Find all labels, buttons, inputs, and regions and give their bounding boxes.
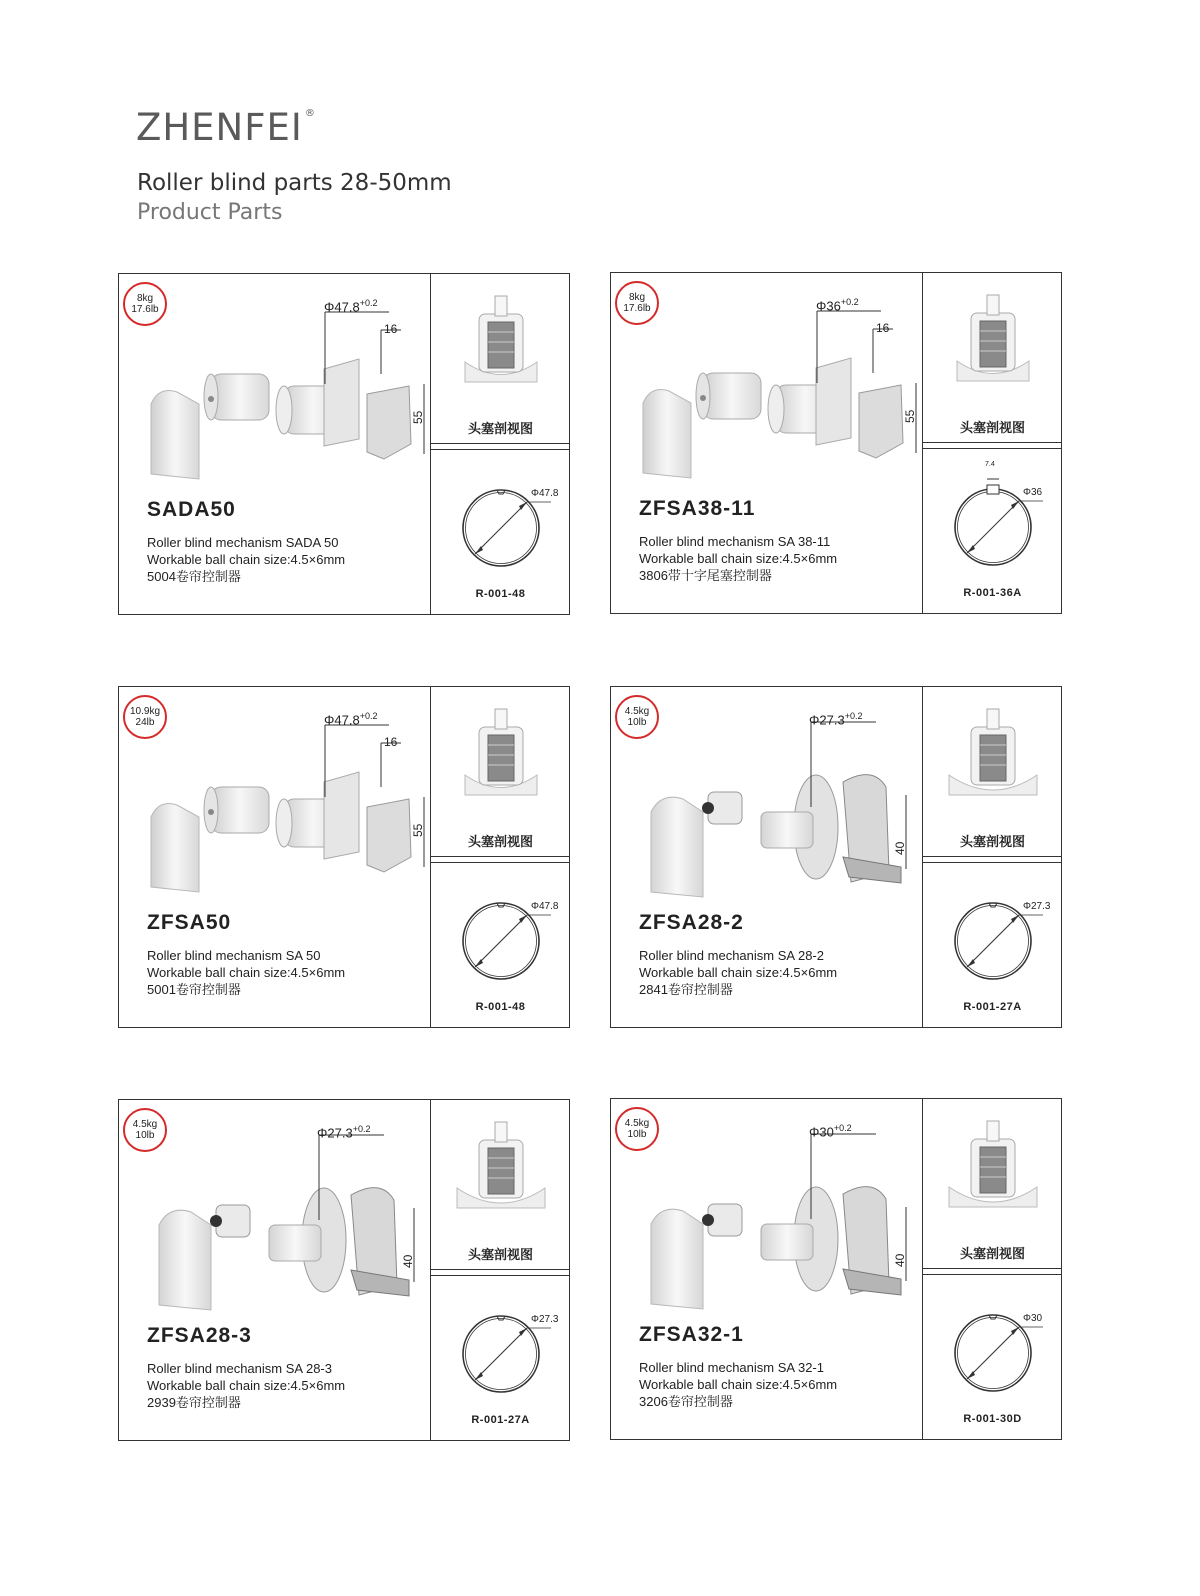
height-dimension: 40 bbox=[893, 1253, 907, 1267]
tube-code: R-001-30D bbox=[963, 1413, 1022, 1425]
diameter-value: Φ27.3 bbox=[317, 1125, 353, 1141]
tube-diameter-label: Φ27.3 bbox=[1023, 901, 1051, 912]
model-number: ZFSA28-3 bbox=[147, 1324, 252, 1347]
load-kg: 8kg bbox=[136, 293, 154, 304]
tube-diameter-label: Φ36 bbox=[1023, 487, 1043, 498]
model-number: ZFSA28-2 bbox=[639, 911, 744, 934]
chinese-name-line: 5001卷帘控制器 bbox=[147, 982, 241, 997]
description-line: Roller blind mechanism SA 32-1 bbox=[639, 1360, 824, 1375]
section-view-label: 头塞剖视图 bbox=[467, 421, 533, 436]
height-dimension: 40 bbox=[893, 841, 907, 855]
tube-code: R-001-48 bbox=[475, 1001, 526, 1013]
section-view-label: 头塞剖视图 bbox=[959, 420, 1025, 435]
chinese-name-line: 3806带十字尾塞控制器 bbox=[639, 568, 772, 583]
model-number: ZFSA50 bbox=[147, 911, 232, 934]
model-number: SADA50 bbox=[147, 498, 236, 521]
diameter-tolerance: +0.2 bbox=[352, 1124, 371, 1134]
tube-profile-panel bbox=[431, 862, 570, 1029]
tube-profile-panel bbox=[923, 862, 1062, 1029]
mechanism-panel bbox=[119, 687, 431, 1027]
chinese-name-line: 2841卷帘控制器 bbox=[639, 982, 733, 997]
description-line: Roller blind mechanism SADA 50 bbox=[147, 535, 339, 550]
product-description bbox=[639, 1359, 837, 1410]
chinese-name-line: 2939卷帘控制器 bbox=[147, 1395, 241, 1410]
section-view-illustration bbox=[451, 705, 551, 815]
chain-size-line: Workable ball chain size:4.5×6mm bbox=[147, 552, 346, 567]
section-view-label: 头塞剖视图 bbox=[467, 834, 533, 849]
tube-profile-panel bbox=[923, 448, 1062, 615]
diameter-value: Φ47.8 bbox=[324, 712, 360, 728]
height-dimension: 40 bbox=[401, 1254, 415, 1268]
brand-name: ZHENFEI bbox=[136, 106, 303, 149]
product-card bbox=[610, 1098, 1062, 1440]
chain-size-line: Workable ball chain size:4.5×6mm bbox=[147, 1378, 346, 1393]
tube-profile-diagram bbox=[933, 461, 1053, 581]
product-description bbox=[639, 533, 837, 584]
slot-width-label: 7.4 bbox=[985, 461, 995, 468]
load-kg: 8kg bbox=[628, 292, 646, 303]
chain-size-line: Workable ball chain size:4.5×6mm bbox=[639, 551, 838, 566]
tube-profile-panel bbox=[431, 449, 570, 616]
load-capacity-badge bbox=[123, 282, 167, 326]
diameter-tolerance: +0.2 bbox=[833, 1123, 852, 1133]
chinese-name-line: 5004卷帘控制器 bbox=[147, 569, 241, 584]
product-description bbox=[147, 534, 345, 585]
load-kg: 4.5kg bbox=[624, 706, 650, 717]
mechanism-panel bbox=[611, 273, 923, 613]
registered-mark: ® bbox=[304, 108, 316, 119]
tube-profile-diagram bbox=[441, 1288, 561, 1408]
tube-code: R-001-27A bbox=[471, 1414, 530, 1426]
height-dimension: 55 bbox=[903, 409, 917, 423]
chain-size-line: Workable ball chain size:4.5×6mm bbox=[639, 1377, 838, 1392]
load-lb: 17.6lb bbox=[623, 303, 651, 314]
section-view-panel bbox=[923, 687, 1062, 857]
diameter-tolerance: +0.2 bbox=[359, 711, 378, 721]
tube-code: R-001-36A bbox=[963, 587, 1022, 599]
tube-diameter-label: Φ47.8 bbox=[531, 488, 559, 499]
load-capacity-badge bbox=[615, 281, 659, 325]
height-dimension: 55 bbox=[411, 410, 425, 424]
diameter-tolerance: +0.2 bbox=[840, 297, 859, 307]
tube-diameter-label: Φ47.8 bbox=[531, 901, 559, 912]
page-subtitle: Product Parts bbox=[137, 200, 283, 225]
tube-code: R-001-27A bbox=[963, 1001, 1022, 1013]
diameter-value: Φ36 bbox=[816, 298, 841, 314]
tube-profile-panel bbox=[431, 1275, 570, 1442]
tube-profile-diagram bbox=[933, 1287, 1053, 1407]
diameter-value: Φ27.3 bbox=[809, 712, 845, 728]
product-card bbox=[610, 272, 1062, 614]
section-view-label: 头塞剖视图 bbox=[467, 1247, 533, 1262]
diameter-value: Φ30 bbox=[809, 1124, 834, 1140]
width-dimension: 16 bbox=[384, 322, 398, 336]
load-capacity-badge bbox=[615, 1107, 659, 1151]
section-view-panel bbox=[431, 687, 570, 857]
width-dimension: 16 bbox=[384, 735, 398, 749]
section-view-panel bbox=[431, 274, 570, 444]
load-lb: 10lb bbox=[627, 717, 647, 728]
tube-diameter-label: Φ27.3 bbox=[531, 1314, 559, 1325]
section-view-label: 头塞剖视图 bbox=[959, 834, 1025, 849]
load-lb: 10lb bbox=[627, 1129, 647, 1140]
section-view-illustration bbox=[943, 291, 1043, 401]
chain-size-line: Workable ball chain size:4.5×6mm bbox=[639, 965, 838, 980]
section-view-label: 头塞剖视图 bbox=[959, 1246, 1025, 1261]
load-capacity-badge bbox=[123, 1108, 167, 1152]
mechanism-panel bbox=[119, 1100, 431, 1440]
page-title: Roller blind parts 28-50mm bbox=[137, 170, 452, 196]
diameter-callout bbox=[809, 711, 862, 727]
section-view-panel bbox=[923, 273, 1062, 443]
height-dimension: 55 bbox=[411, 823, 425, 837]
mechanism-panel bbox=[119, 274, 431, 614]
load-kg: 10.9kg bbox=[129, 706, 161, 717]
section-view-illustration bbox=[451, 292, 551, 402]
brand-logo bbox=[136, 106, 316, 149]
tube-profile-diagram bbox=[441, 875, 561, 995]
diameter-callout bbox=[317, 1124, 370, 1140]
product-card bbox=[118, 1099, 570, 1441]
tube-profile-diagram bbox=[441, 462, 561, 582]
model-number: ZFSA38-11 bbox=[639, 497, 756, 520]
load-lb: 10lb bbox=[135, 1130, 155, 1141]
chinese-name-line: 3206卷帘控制器 bbox=[639, 1394, 733, 1409]
diameter-callout bbox=[809, 1123, 852, 1139]
product-description bbox=[147, 947, 345, 998]
product-card bbox=[118, 686, 570, 1028]
tube-profile-panel bbox=[923, 1274, 1062, 1441]
load-kg: 4.5kg bbox=[132, 1119, 158, 1130]
load-lb: 24lb bbox=[135, 717, 155, 728]
description-line: Roller blind mechanism SA 38-11 bbox=[639, 534, 831, 549]
product-card bbox=[610, 686, 1062, 1028]
section-view-illustration bbox=[943, 705, 1043, 815]
mechanism-panel bbox=[611, 1099, 923, 1439]
product-card bbox=[118, 273, 570, 615]
load-capacity-badge bbox=[123, 695, 167, 739]
description-line: Roller blind mechanism SA 28-2 bbox=[639, 948, 824, 963]
chain-size-line: Workable ball chain size:4.5×6mm bbox=[147, 965, 346, 980]
diameter-tolerance: +0.2 bbox=[359, 298, 378, 308]
load-capacity-badge bbox=[615, 695, 659, 739]
diameter-callout bbox=[816, 297, 859, 313]
diameter-callout bbox=[324, 711, 377, 727]
load-lb: 17.6lb bbox=[131, 304, 159, 315]
section-view-panel bbox=[431, 1100, 570, 1270]
mechanism-panel bbox=[611, 687, 923, 1027]
diameter-value: Φ47.8 bbox=[324, 299, 360, 315]
tube-diameter-label: Φ30 bbox=[1023, 1313, 1043, 1324]
section-view-illustration bbox=[943, 1117, 1043, 1227]
section-view-illustration bbox=[451, 1118, 551, 1228]
description-line: Roller blind mechanism SA 28-3 bbox=[147, 1361, 332, 1376]
tube-profile-diagram bbox=[933, 875, 1053, 995]
product-description bbox=[639, 947, 837, 998]
load-kg: 4.5kg bbox=[624, 1118, 650, 1129]
diameter-tolerance: +0.2 bbox=[844, 711, 863, 721]
tube-code: R-001-48 bbox=[475, 588, 526, 600]
width-dimension: 16 bbox=[876, 321, 890, 335]
diameter-callout bbox=[324, 298, 377, 314]
description-line: Roller blind mechanism SA 50 bbox=[147, 948, 321, 963]
product-description bbox=[147, 1360, 345, 1411]
model-number: ZFSA32-1 bbox=[639, 1323, 744, 1346]
section-view-panel bbox=[923, 1099, 1062, 1269]
